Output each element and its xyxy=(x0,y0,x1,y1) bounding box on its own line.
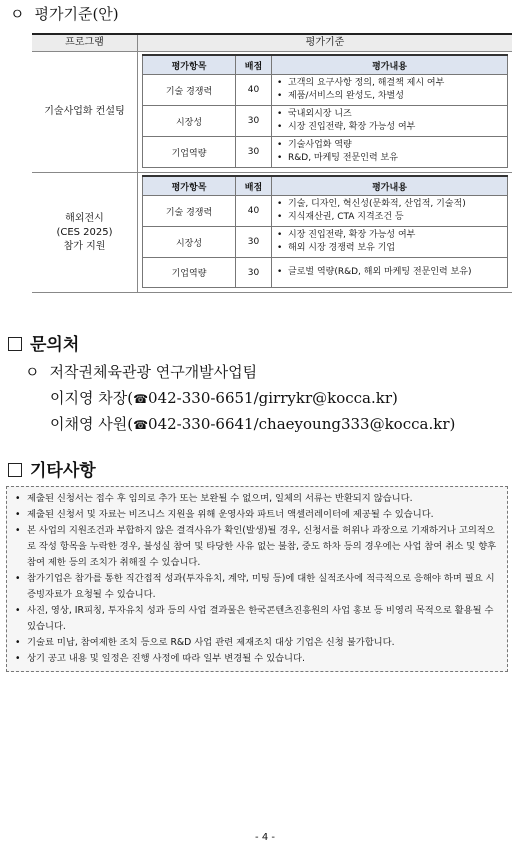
criteria-content-line: • 제품/서비스의 완성도, 차별성 xyxy=(276,90,503,103)
contact-1 xyxy=(50,387,398,408)
criteria-item: 기술 경쟁력 xyxy=(143,196,236,227)
criteria-content-line: • 해외 시장 경쟁력 보유 기업 xyxy=(276,242,503,255)
criteria-score: 30 xyxy=(236,137,272,168)
criteria-row xyxy=(143,137,508,168)
contact-2 xyxy=(50,413,455,434)
contact-detail: 042-330-6651/girrykr@kocca.kr) xyxy=(148,389,398,407)
criteria-item: 기술 경쟁력 xyxy=(143,75,236,106)
checkbox-square-icon xyxy=(8,463,22,477)
misc-notice-box xyxy=(6,486,508,672)
criteria-content xyxy=(272,75,508,106)
criteria-row xyxy=(143,106,508,137)
criteria-score: 30 xyxy=(236,258,272,288)
criteria-content xyxy=(272,106,508,137)
criteria-content-line: • 국내외시장 니즈 xyxy=(276,108,503,121)
misc-item: • 제출된 신청서 및 자료는 비즈니스 지원을 위해 운영사와 파트너 액셀러레이터에 제공될 수 있습니다. xyxy=(13,507,501,523)
criteria-header-content: 평가내용 xyxy=(272,176,508,196)
inquiry-title xyxy=(8,330,79,355)
program-name xyxy=(32,52,138,172)
header-program: 프로그램 xyxy=(32,35,138,51)
criteria-content-line: • 시장 진입전략, 확장 가능성 여부 xyxy=(276,121,503,134)
misc-item: • 참가기업은 참가를 통한 직간접적 성과(투자유치, 계약, 미팅 등)에 대한 실적조사에 적극적으로 응해야 하며 필요 시 증빙자료가 요청될 수 있습니다. xyxy=(13,571,501,603)
contact-name: 이지영 차장( xyxy=(50,389,134,407)
misc-item: • 제출된 신청서는 접수 후 임의로 추가 또는 보완될 수 없으며, 일체의 서류는 반환되지 않습니다. xyxy=(13,491,501,507)
program-name-line: (CES 2025) xyxy=(56,226,113,238)
misc-title xyxy=(8,456,96,481)
criteria-heading-text: 평가기준(안) xyxy=(34,5,119,23)
criteria-table xyxy=(142,175,508,288)
criteria-content-line: • 고객의 요구사항 정의, 해결책 제시 여부 xyxy=(276,77,503,90)
program-name xyxy=(32,173,138,292)
criteria-content-line: • 지식재산권, CTA 지격조건 등 xyxy=(276,211,503,224)
criteria-item: 기업역량 xyxy=(143,137,236,168)
misc-item: • 기술료 미납, 참여제한 조치 등으로 R&D 사업 관련 제재조치 대상 기업은 신청 불가합니다. xyxy=(13,635,501,651)
criteria-content-line: • 기술, 디자인, 혁신성(문화적, 산업적, 기술적) xyxy=(276,198,503,211)
program-row xyxy=(32,52,512,173)
criteria-header-score: 배점 xyxy=(236,55,272,75)
program-name-line: 참가 지원 xyxy=(63,240,106,252)
program-rows xyxy=(32,52,512,293)
criteria-table xyxy=(142,54,508,168)
criteria-heading xyxy=(10,3,119,24)
criteria-content-line: • 시장 진입전략, 확장 가능성 여부 xyxy=(276,229,503,242)
inquiry-org xyxy=(25,361,257,382)
criteria-item: 기업역량 xyxy=(143,258,236,288)
criteria-header-score: 배점 xyxy=(236,176,272,196)
criteria-item: 시장성 xyxy=(143,227,236,258)
criteria-content-line: • 글로벌 역량(R&D, 해외 마케팅 전문인력 보유) xyxy=(276,266,503,279)
criteria-score: 30 xyxy=(236,106,272,137)
criteria-header-item: 평가항목 xyxy=(143,176,236,196)
bullet: ㅇ xyxy=(25,363,40,381)
phone-icon: ☎ xyxy=(133,392,149,406)
criteria-row xyxy=(143,258,508,288)
criteria-content-line: • 기술사업화 역량 xyxy=(276,139,503,152)
checkbox-square-icon xyxy=(8,337,22,351)
page-number: - 4 - xyxy=(255,832,275,843)
program-name-line: 기술사업화 컨설팅 xyxy=(44,106,125,117)
criteria-score: 40 xyxy=(236,75,272,106)
criteria-content-line: • R&D, 마케팅 전문인력 보유 xyxy=(276,152,503,165)
program-row xyxy=(32,173,512,293)
criteria-content xyxy=(272,258,508,288)
criteria-item: 시장성 xyxy=(143,106,236,137)
criteria-content xyxy=(272,227,508,258)
misc-item: • 사진, 영상, IR피칭, 투자유치 성과 등의 사업 결과물은 한국콘텐츠진흥원의 사업 홍보 등 비영리 목적으로 활용될 수 있습니다. xyxy=(13,603,501,635)
criteria-header-item: 평가항목 xyxy=(143,55,236,75)
inquiry-org-text: 저작권체육관광 연구개발사업팀 xyxy=(49,363,258,381)
criteria-content xyxy=(272,196,508,227)
contact-detail: 042-330-6641/chaeyoung333@kocca.kr) xyxy=(148,415,456,433)
header-criteria: 평가기준 xyxy=(305,37,345,48)
misc-item: • 상기 공고 내용 및 일정은 진행 사정에 따라 일부 변경될 수 있습니다. xyxy=(13,651,501,667)
criteria-row xyxy=(143,75,508,106)
criteria-row xyxy=(143,227,508,258)
program-name-line: 해외전시 xyxy=(65,212,104,224)
contact-name: 이채영 사원( xyxy=(50,415,134,433)
phone-icon: ☎ xyxy=(133,418,149,432)
inquiry-title-text: 문의처 xyxy=(30,335,80,355)
criteria-score: 40 xyxy=(236,196,272,227)
evaluation-table-header xyxy=(32,35,512,52)
criteria-score: 30 xyxy=(236,227,272,258)
criteria-row xyxy=(143,196,508,227)
bullet: ㅇ xyxy=(10,5,25,23)
evaluation-table xyxy=(32,33,512,293)
misc-title-text: 기타사항 xyxy=(30,461,96,481)
criteria-content xyxy=(272,137,508,168)
criteria-header-content: 평가내용 xyxy=(272,55,508,75)
misc-item: • 본 사업의 지원조건과 부합하지 않은 결격사유가 확인(발생)될 경우, 신청서를 허위나 과장으로 기재하거나 고의적으로 작성 항목을 누락한 경우, 불성실 참여 및 타당한 사유 없는 불참, 중도 하차 등의 경우에는 사업 참여 취소 및 향후 참여 제한 등의 조치가 취해질 수 있습니다. xyxy=(13,523,501,571)
